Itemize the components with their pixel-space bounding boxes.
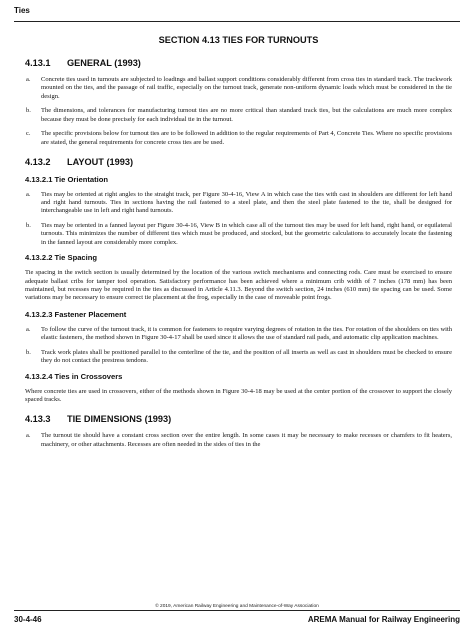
item-letter: a. <box>26 190 31 198</box>
heading-title: LAYOUT (1993) <box>67 156 134 167</box>
list-item <box>25 76 452 101</box>
main-content <box>25 35 452 455</box>
heading-number: 4.13.3 <box>25 414 51 425</box>
item-letter: b. <box>26 221 31 229</box>
section-title: SECTION 4.13 TIES FOR TURNOUTS <box>158 35 319 45</box>
header-rule <box>14 21 460 22</box>
list-item <box>25 191 452 216</box>
list-item <box>25 326 452 343</box>
page-number: 30-4-46 <box>14 615 42 624</box>
list-item <box>25 130 452 147</box>
heading-title: TIE DIMENSIONS (1993) <box>67 414 172 425</box>
footer-rule <box>14 610 460 611</box>
item-letter: a. <box>26 76 31 83</box>
item-text: The dimensions, and tolerances for manufacturing turnout ties are no more critical than standard track ties, but the calculations are much more complex because they must be done precisely for each individual tie in the turnout. <box>41 107 452 123</box>
list-item <box>25 349 452 366</box>
list-item <box>25 107 452 124</box>
item-letter: c. <box>26 130 31 138</box>
item-text: Ties may be oriented in a fanned layout per Figure 30-4-16, View B in which case all of the turnout ties may be used for left hand, right hand, or equilateral turnouts. This minimizes the number of different ties which must be produced, and stocked, but the geometric calculations to accurately locate the fastening in the fanned layout are considerably more complex. <box>41 221 452 246</box>
list-item <box>25 222 452 247</box>
copyright-notice: © 2019, American Railway Engineering and Maintenance-of-Way Association <box>155 604 319 609</box>
subheading-tie-orientation: 4.13.2.1 Tie Orientation <box>25 174 109 184</box>
subheading-tie-spacing: 4.13.2.2 Tie Spacing <box>25 253 98 263</box>
heading-4-13-3 <box>25 414 452 424</box>
manual-title: AREMA Manual for Railway Engineering <box>307 615 460 624</box>
item-text: Ties may be oriented at right angles to the straight track, per Figure 30-4-16, View A in which case the ties with cast in shoulders are different for left hand and right hand turnouts. Ties in sections having the rail fastened to a steel plate, and then the steel plate fastened to the tie, shall be designed for interchangeable use in left and right hand turnouts. <box>41 190 452 215</box>
list-item <box>25 432 452 449</box>
item-text: The specific provisions below for turnout ties are to be followed in addition to the regular requirements of Part 4, Concrete Ties. Where no specific provisions are stated, the general requirements for concrete cross ties are be used. <box>41 130 452 146</box>
item-text: Track work plates shall be positioned parallel to the centerline of the tie, and the position of all inserts as well as cast in shoulders must be checked to ensure they do not contact the prestress tendons. <box>41 348 452 364</box>
item-letter: b. <box>26 348 31 356</box>
running-head: Ties <box>14 6 30 15</box>
item-letter: a. <box>26 432 31 440</box>
heading-number: 4.13.1 <box>25 58 51 68</box>
heading-4-13-1 <box>25 58 452 68</box>
paragraph: Where concrete ties are used in crossovers, either of the methods shown in Figure 30-4-18 may be used at the center portion of the crossover to support the closely spaced tracks. <box>25 387 452 404</box>
paragraph: Tie spacing in the switch section is usually determined by the location of the various switch mechanisms and connecting rods. Care must be exercised to ensure adequate ballast cribs for tamper tool operation. Satisfactory performance has been achieved where a minimum crib width of 7 inches (178 mm) has been maintained, but recesses may be required in the ties as discussed in Article 4.11.3. Beyond the switch section, 24 inches (610 mm) tie spacing can be used. Some variations may be necessary to ensure correct tie placement at the frog, especially in the case of moveable point frogs. <box>25 269 452 302</box>
heading-4-13-2 <box>25 157 452 167</box>
item-letter: a. <box>26 325 31 333</box>
item-text: The turnout tie should have a constant cross section over the entire length. In some cases it may be necessary to make recesses or chamfers to fit heaters, machinery, or other attachments. Recesses are often needed in the sides of ties in the <box>41 432 452 448</box>
item-text: Concrete ties used in turnouts are subjected to loadings and ballast support conditions considerably different from cross ties in standard track. The trackwork mounted on the ties, and the passage of rail traffic, especially on the turnout track, generate non-uniform dynamic loads which must be considered in the tie design. <box>41 76 452 100</box>
heading-title: GENERAL (1993) <box>67 58 141 68</box>
item-text: To follow the curve of the turnout track, it is common for fasteners to require varying degrees of rotation in the ties. For rotation of the shoulders on ties with elastic fasteners, the method shown in Figure 30-4-17 shall be used since it allows the use of standard rail pads, and automatic clip application machines. <box>41 325 452 341</box>
subheading-fastener-placement: 4.13.2.3 Fastener Placement <box>25 309 127 319</box>
item-letter: b. <box>26 107 31 115</box>
heading-number: 4.13.2 <box>25 156 51 167</box>
subheading-ties-in-crossovers: 4.13.2.4 Ties in Crossovers <box>25 371 123 381</box>
